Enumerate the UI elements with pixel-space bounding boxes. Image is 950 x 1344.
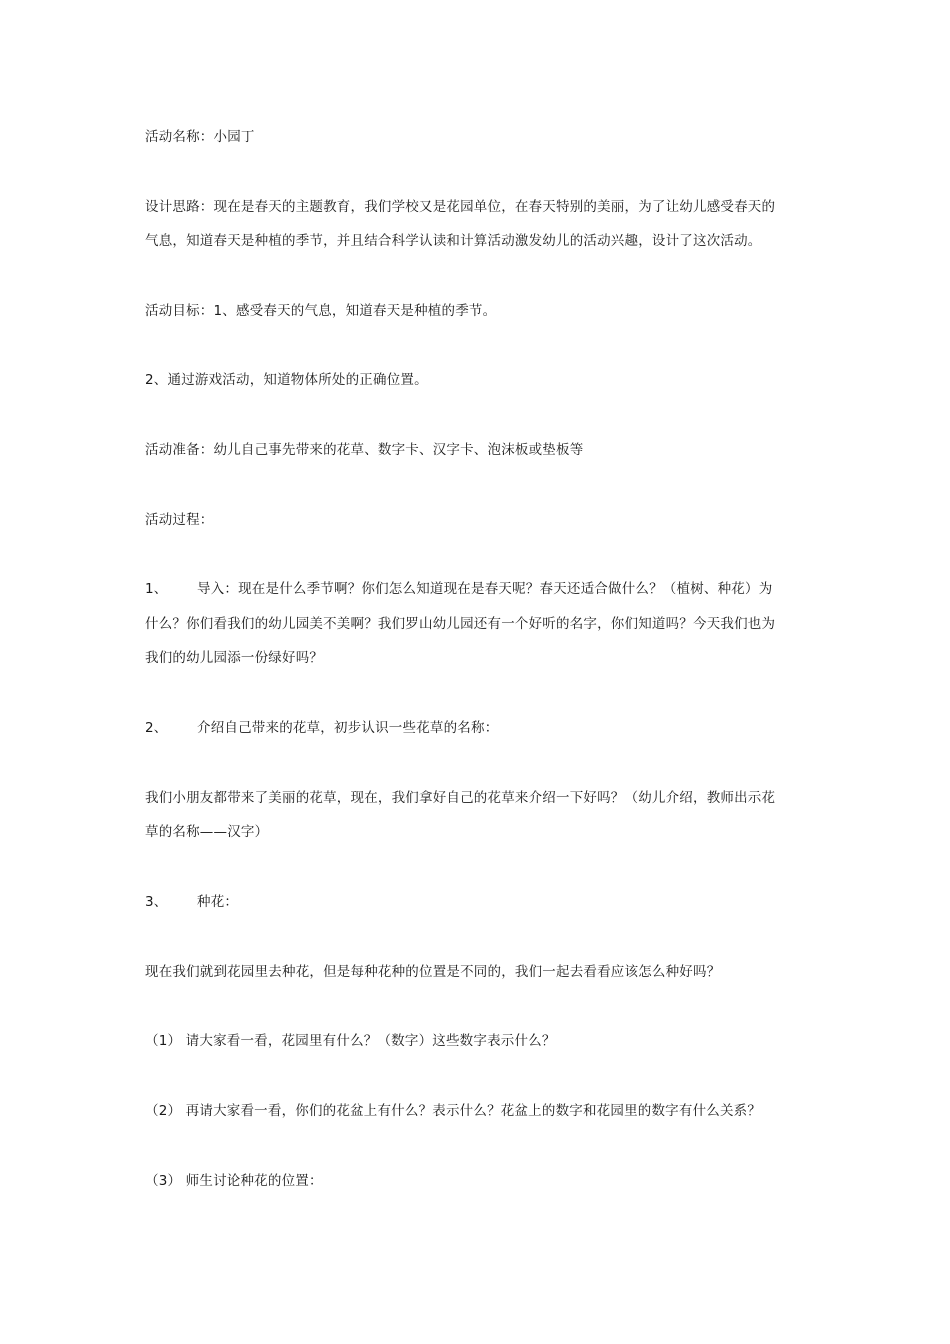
design-idea-line-1: 设计思路：现在是春天的主题教育，我们学校又是花园单位，在春天特别的美丽，为了让幼儿感受春天的 [145,199,776,215]
step-2-number: 2、 [145,720,168,736]
step-2-detail-line-1: 我们小朋友都带来了美丽的花草，现在，我们拿好自己的花草来介绍一下好吗？（幼儿介绍，教师出示花 [145,790,776,806]
step-2-text: 介绍自己带来的花草，初步认识一些花草的名称： [197,720,499,736]
step-3-text: 种花： [197,894,239,910]
step-2-detail-line-2: 草的名称——汉字） [145,824,269,840]
step-1-line-1 [145,579,825,599]
activity-preparation: 活动准备：幼儿自己事先带来的花草、数字卡、汉字卡、泡沫板或垫板等 [145,442,584,458]
step-1-text: 导入：现在是什么季节啊？你们怎么知道现在是春天呢？春天还适合做什么？（植树、种花）为 [197,581,773,597]
activity-goal-2: 2、通过游戏活动，知道物体所处的正确位置。 [145,372,428,388]
step-1-line-3: 我们的幼儿园添一份绿好吗？ [145,650,324,666]
sub-step-1: （1） 请大家看一看，花园里有什么？（数字）这些数字表示什么？ [145,1033,556,1049]
step-1-line-2: 什么？你们看我们的幼儿园美不美啊？我们罗山幼儿园还有一个好听的名字，你们知道吗？今天我们也为 [145,616,776,632]
step-3-number: 3、 [145,894,168,910]
activity-name: 活动名称：小园丁 [145,129,255,145]
sub-step-2: （2） 再请大家看一看，你们的花盆上有什么？表示什么？花盆上的数字和花园里的数字有什么关系？ [145,1103,762,1119]
step-1-number: 1、 [145,581,168,597]
step-2-line [145,718,825,738]
process-title: 活动过程： [145,512,214,528]
step-3-line [145,892,825,912]
sub-step-3: （3） 师生讨论种花的位置： [145,1173,323,1189]
step-3-detail: 现在我们就到花园里去种花，但是每种花种的位置是不同的，我们一起去看看应该怎么种好吗？ [145,964,721,980]
design-idea-line-2: 气息，知道春天是种植的季节，并且结合科学认读和计算活动激发幼儿的活动兴趣，设计了这次活动。 [145,233,762,249]
activity-goal-1: 活动目标：1、感受春天的气息，知道春天是种植的季节。 [145,303,497,319]
